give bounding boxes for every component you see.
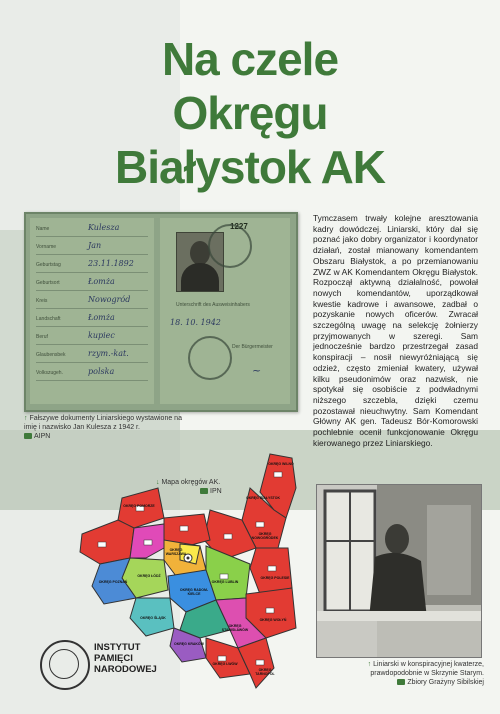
field-value: kupiec [88, 331, 115, 340]
field-value: 23.11.1892 [88, 259, 134, 268]
document-caption-source: AIPN [34, 433, 51, 440]
title-line-3: Białystok AK [114, 141, 386, 193]
map-label: OKRĘG LUBLIN [211, 580, 239, 584]
document-caption [24, 414, 194, 441]
field-label: Geburtsort [36, 280, 60, 286]
field-value: Łomża [88, 277, 115, 286]
eagle-icon [49, 649, 79, 679]
map-label: OKRĘG ŁÓDŹ [137, 574, 161, 578]
logo-line-3: NARODOWEJ [94, 664, 157, 675]
document-number: 1227 [230, 222, 248, 231]
map-label: OKRĘG POMORZE [123, 504, 155, 508]
arrow-up-icon: ↑ [367, 661, 372, 668]
field-value: polska [88, 367, 115, 376]
field-value: Łomża [88, 313, 115, 322]
field-label: Geburtstag [36, 262, 61, 268]
eagle-stamp-icon [188, 336, 232, 380]
liniarski-photo [316, 484, 482, 658]
map-label: OKRĘG BIAŁYSTOK [246, 496, 280, 500]
map-label: OKRĘG STANISŁAWÓW [221, 624, 249, 632]
field-label: Volkszugeh. [36, 370, 63, 376]
photo-caption [316, 660, 484, 687]
map-label: OKRĘG LWÓW [212, 662, 238, 666]
map-label: OKRĘG KRAKÓW [174, 642, 204, 646]
document-caption-text: Fałszywe dokumenty Liniarskiego wystawione na imię i nazwisko Jan Kulesza z 1942 r. [24, 415, 182, 431]
map-label: OKRĘG RADOM-KIELCE [179, 588, 209, 596]
ipn-seal-logo [40, 640, 90, 690]
signature-mark: ~ [252, 364, 262, 377]
field-value: rzym.-kat. [88, 349, 129, 358]
map-label: OKRĘG WILNO [268, 462, 294, 466]
field-label: Beruf [36, 334, 48, 340]
field-value: Nowogród [88, 295, 131, 304]
document-right-page [160, 218, 290, 404]
document-issuer: Der Bürgermeister [232, 344, 273, 350]
document-left-page [30, 218, 154, 404]
map-label: OKRĘG WARSZAWA [165, 548, 187, 556]
photo-caption-text: Liniarski w konspiracyjnej kwaterze, prawdopodobnie w Skrzynie Starym. [370, 661, 484, 677]
photo-caption-source: Zbiory Grażyny Sibilskiej [407, 679, 484, 686]
photo-graphic [317, 485, 481, 657]
map-label: OKRĘG WOŁYŃ [259, 618, 287, 622]
logo-line-2: PAMIĘCI [94, 653, 133, 664]
field-label: Landschaft [36, 316, 61, 322]
field-value: Jan [88, 241, 102, 250]
camera-icon [24, 433, 32, 439]
arrow-up-icon: ↑ [24, 415, 28, 422]
map-caption-text: Mapa okręgów AK. [161, 479, 221, 486]
poster-title [0, 32, 500, 194]
map-caption-source: IPN [210, 488, 222, 495]
map-label: OKRĘG POZNAŃ [98, 580, 128, 584]
field-label: Glaubensbek [36, 352, 66, 358]
logo-line-1: INSTYTUT [94, 642, 141, 653]
map-label: OKRĘG TARNOPOL [255, 668, 275, 676]
stamp-icon [208, 224, 252, 268]
map-label: OKRĘG NOWOGRÓDEK [251, 532, 279, 540]
camera-icon [397, 679, 405, 685]
article-text: Tymczasem trwały kolejne aresztowania kadry dowódczej. Liniarski, który dał się poznać jako dobry organizator i koordynator działań, został mianowany komendantem Obszaru Białystok, a po przemianowaniu ZWZ w AK Komendantem Okręgu Białystok. Rozpoczął aktywną działalność, powołał nowych komendantów, uporządkował kwestie kadrowe i awansowe, zadbał o pozyskanie nowych oficerów. Zwracał szczególną uwagę na selekcję żołnierzy przyjmowanych w szeregi. Sam jednocześnie bardzo przestrzegał zasad konspiracji – nosił niewyróżniającą się odzież, często zmieniał kwatery, używał kilku pseudonimów oraz nazwisk, nie spotykał się osobiście z podwładnymi niższego szczebla, dzięki czemu pozostawał nieuchwytny. Sam Komendant Główny AK gen. Tadeusz Bór-Komorowski pochlebnie ocenił funkcjonowanie Okręgu kierowanego przez Liniarskiego. [313, 213, 478, 448]
document-signature-label: Unterschrift des Ausweisinhabers [176, 302, 250, 308]
fake-id-document [24, 212, 298, 412]
title-line-2: Okręgu [172, 87, 328, 139]
map-label: OKRĘG POLESIE [260, 576, 290, 580]
field-label: Kreis [36, 298, 48, 304]
document-date: 18. 10. 1942 [170, 318, 221, 327]
map-label: OKRĘG ŚLĄSK [140, 616, 166, 620]
field-label: Name [36, 226, 50, 232]
title-line-1: Na czele [161, 33, 339, 85]
field-label: Vorname [36, 244, 57, 250]
arrow-down-icon: ↓ [156, 479, 160, 486]
field-value: Kulesza [88, 223, 120, 232]
ipn-logo-text [94, 642, 157, 675]
